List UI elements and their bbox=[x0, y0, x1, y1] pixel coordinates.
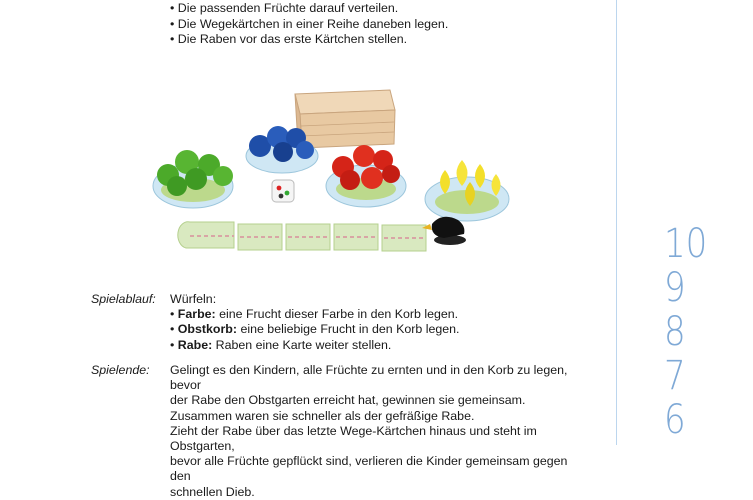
setup-bullet-list bbox=[170, 1, 448, 48]
text-line: Gelingt es den Kindern, alle Früchte zu ernten und in den Korb zu legen, bevor bbox=[170, 363, 568, 393]
section-body bbox=[170, 292, 590, 353]
list-item bbox=[170, 322, 590, 337]
item-text: eine Frucht dieser Farbe in den Korb legen. bbox=[219, 307, 459, 322]
text-line: der Rabe den Obstgarten erreicht hat, gewinnen sie gemeinsam. bbox=[170, 393, 526, 408]
section-body bbox=[170, 363, 590, 500]
section-label: Spielende: bbox=[91, 363, 150, 377]
item-term: Farbe: bbox=[177, 307, 216, 322]
text-line: schnellen Dieb. bbox=[170, 484, 255, 499]
section-label: Spielablauf: bbox=[91, 292, 156, 306]
margin-number: 8 bbox=[664, 309, 686, 355]
text-line: Zieht der Rabe über das letzte Wege-Kärtchen hinaus und steht im Obstgarten, bbox=[170, 423, 537, 454]
list-item bbox=[170, 338, 590, 353]
red-apple-tree-icon bbox=[326, 145, 406, 207]
text-line: bevor alle Früchte gepflückt sind, verlieren die Kinder gemeinsam gegen den bbox=[170, 454, 568, 484]
margin-number: 9 bbox=[664, 265, 686, 311]
path-card-icon bbox=[178, 222, 426, 251]
game-setup-illustration bbox=[150, 82, 520, 262]
setup-bullet: • Die Wegekärtchen in einer Reihe daneben legen. bbox=[170, 17, 448, 33]
yellow-pear-tree-icon bbox=[425, 160, 509, 221]
list-item bbox=[170, 307, 590, 322]
margin-number: 6 bbox=[664, 397, 686, 443]
item-term: Rabe: bbox=[177, 337, 213, 352]
margin-number-column bbox=[664, 221, 708, 445]
color-die-icon bbox=[272, 180, 294, 202]
margin-number: 10 bbox=[664, 221, 708, 267]
margin-number: 7 bbox=[664, 353, 686, 399]
item-text: Raben eine Karte weiter stellen. bbox=[215, 337, 392, 352]
wooden-basket-icon bbox=[295, 90, 395, 148]
item-term: Obstkorb: bbox=[177, 322, 237, 337]
setup-bullet: • Die Raben vor das erste Kärtchen stellen. bbox=[170, 32, 448, 48]
margin-divider bbox=[616, 0, 617, 445]
section-intro: Würfeln: bbox=[170, 292, 217, 306]
item-text: eine beliebige Frucht in den Korb legen. bbox=[240, 322, 460, 337]
text-line: Zusammen waren sie schneller als der gefräßige Rabe. bbox=[170, 408, 475, 423]
green-apple-tree-icon bbox=[153, 150, 233, 208]
setup-bullet: • Die passenden Früchte darauf verteilen. bbox=[170, 1, 448, 17]
